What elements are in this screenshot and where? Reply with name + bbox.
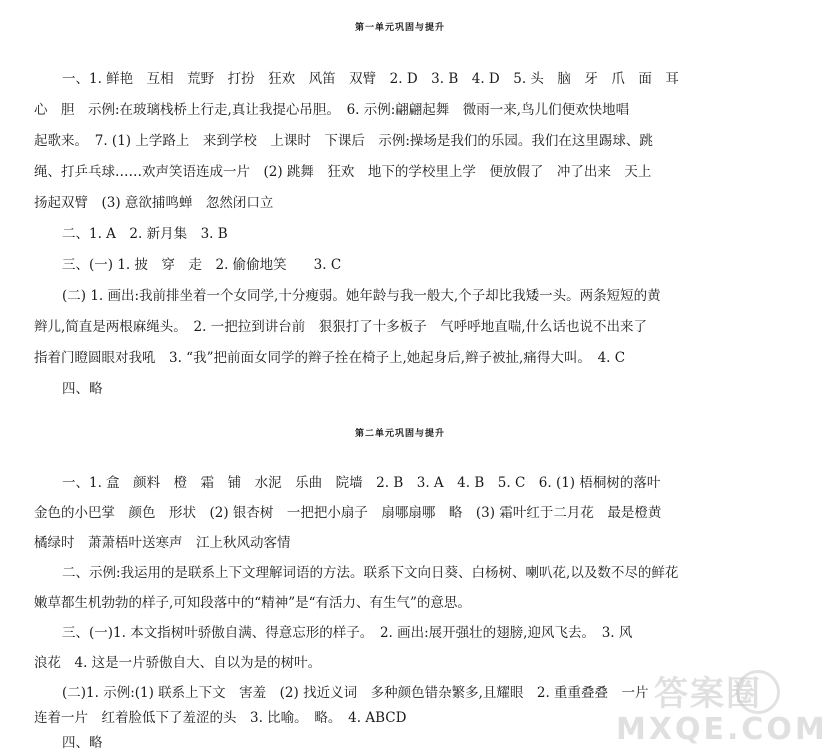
section2-line: 金色的小巴掌 颜色 形状 (2) 银杏树 一把把小扇子 扇哪扇哪 略 (3) 霜叶红于二月花 最是橙黄 — [34, 505, 662, 521]
section1-line: 指着门瞪圆眼对我吼 3. “我”把前面女同学的辫子拴在椅子上,她起身后,辫子被扯,痛得大叫。 4. C — [34, 350, 626, 366]
section2-line: 浪花 4. 这是一片骄傲自大、自以为是的树叶。 — [34, 655, 322, 671]
site-watermark — [616, 666, 828, 748]
section2-title: 第二单元巩固与提升 — [354, 429, 445, 439]
section1-line: 一、1. 鲜艳 互相 荒野 打扮 狂欢 风笛 双臂 2. D 3. B 4. D 5. 头 脑 牙 爪 面 耳 — [62, 71, 679, 87]
section2-line: (二)1. 示例:(1) 联系上下文 害羞 (2) 找近义词 多种颜色错杂繁多,且耀眼 2. 重重叠叠 一片 — [62, 685, 649, 701]
section1-line: 绳、打乒乓球……欢声笑语连成一片 (2) 跳舞 狂欢 地下的学校里上学 便放假了 冲了出来 天上 — [34, 164, 652, 180]
section2-line: 一、1. 盒 颜料 橙 霜 铺 水泥 乐曲 院墙 2. B 3. A 4. B 5. C 6. (1) 梧桐树的落叶 — [62, 475, 661, 491]
section1-line: 三、(一) 1. 披 穿 走 2. 偷偷地笑 3. C — [62, 257, 342, 273]
section1-line: 辫儿,简直是两根麻绳头。 2. 一把拉到讲台前 狠狠打了十多板子 气呼呼地直喘,什么话也说不出来了 — [34, 319, 648, 335]
section1-line: 心 胆 示例:在玻璃栈桥上行走,真让我提心吊胆。 6. 示例:翩翩起舞 微雨一来,鸟儿们便欢快地唱 — [34, 102, 630, 118]
watermark-bottom-text: MXQE.COM — [616, 712, 828, 747]
section1-line: 二、1. A 2. 新月集 3. B — [62, 226, 228, 242]
section1-line: 四、略 — [62, 381, 103, 397]
section2-line: 二、示例:我运用的是联系上下文理解词语的方法。联系下文向日葵、白杨树、喇叭花,以及数不尽的鲜花 — [62, 565, 679, 581]
section1-line: 扬起双臂 (3) 意欲捕鸣蝉 忽然闭口立 — [34, 195, 274, 211]
section1-line: (二) 1. 画出:我前排坐着一个女同学,十分瘦弱。她年龄与我一般大,个子却比我矮一头。两条短短的黄 — [62, 288, 661, 304]
section2-line: 橘绿时 萧萧梧叶送寒声 江上秋风动客情 — [34, 535, 291, 551]
section2-line: 四、略 — [62, 735, 103, 751]
section2-line: 连着一片 红着脸低下了羞涩的头 3. 比喻。 略。 4. ABCD — [34, 710, 407, 726]
section1-line: 起歌来。 7. (1) 上学路上 来到学校 上课时 下课后 示例:操场是我们的乐园。我们在这里踢球、跳 — [34, 133, 653, 149]
section2-line: 三、(一)1. 本文指树叶骄傲自满、得意忘形的样子。 2. 画出:展开强壮的翅膀,迎风飞去。 3. 风 — [62, 625, 633, 641]
section1-title: 第一单元巩固与提升 — [354, 23, 445, 33]
section2-line: 嫩草都生机勃勃的样子,可知段落中的“精神”是“有活力、有生气”的意思。 — [34, 595, 471, 611]
watermark-top-text: 答案圈 — [654, 674, 762, 714]
